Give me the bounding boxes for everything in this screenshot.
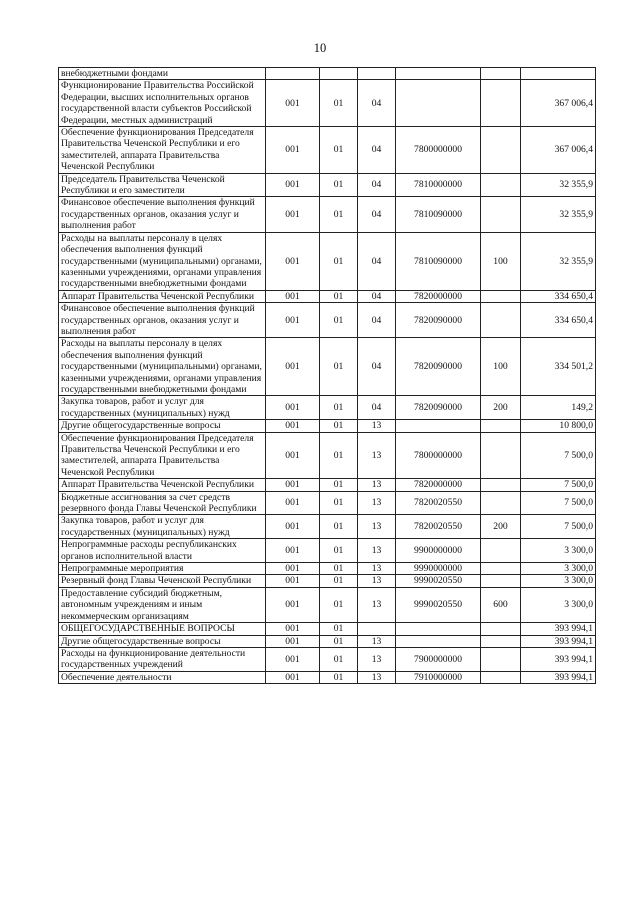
row-name: Другие общегосударственные вопросы <box>59 420 266 432</box>
amount: 393 994,1 <box>521 623 596 635</box>
amount: 3 300,0 <box>521 575 596 587</box>
table-row <box>59 396 596 420</box>
table-row <box>59 303 596 338</box>
expense-type-code <box>481 491 521 515</box>
gp-code <box>266 68 320 80</box>
gp-code: 001 <box>266 290 320 302</box>
amount: 334 501,2 <box>521 338 596 396</box>
expense-type-code <box>481 563 521 575</box>
row-name: Обеспечение деятельности <box>59 671 266 683</box>
expense-type-code: 100 <box>481 338 521 396</box>
gp-code: 001 <box>266 539 320 563</box>
budget-table-body <box>59 68 596 684</box>
table-row <box>59 587 596 622</box>
row-name: Аппарат Правительства Чеченской Республики <box>59 290 266 302</box>
section-code: 01 <box>320 671 358 683</box>
gp-code: 001 <box>266 563 320 575</box>
subsection-code: 13 <box>358 587 396 622</box>
row-name: Расходы на выплаты персоналу в целях обеспечения выполнения функций государственными (муниципальными) органами, казенными учреждениями, органами управления государственными внебюджетными фондами <box>59 338 266 396</box>
amount: 367 006,4 <box>521 80 596 127</box>
gp-code: 001 <box>266 515 320 539</box>
row-name: Резервный фонд Главы Чеченской Республики <box>59 575 266 587</box>
section-code: 01 <box>320 635 358 647</box>
table-row <box>59 290 596 302</box>
subsection-code: 04 <box>358 197 396 232</box>
expense-type-code: 100 <box>481 232 521 290</box>
gp-code: 001 <box>266 232 320 290</box>
expense-type-code <box>481 290 521 302</box>
subsection-code <box>358 623 396 635</box>
amount: 7 500,0 <box>521 432 596 479</box>
subsection-code: 13 <box>358 479 396 491</box>
target-article-code: 7910000000 <box>396 671 481 683</box>
row-name: Непрограммные расходы республиканских органов исполнительной власти <box>59 539 266 563</box>
table-row <box>59 80 596 127</box>
section-code: 01 <box>320 338 358 396</box>
target-article-code: 7900000000 <box>396 647 481 671</box>
table-row <box>59 575 596 587</box>
section-code: 01 <box>320 491 358 515</box>
amount: 32 355,9 <box>521 232 596 290</box>
section-code: 01 <box>320 587 358 622</box>
row-name: Расходы на выплаты персоналу в целях обеспечения выполнения функций государственными (муниципальными) органами, казенными учреждениями, органами управления государственными внебюджетными фондами <box>59 232 266 290</box>
gp-code: 001 <box>266 338 320 396</box>
gp-code: 001 <box>266 173 320 197</box>
table-row <box>59 515 596 539</box>
subsection-code: 13 <box>358 491 396 515</box>
table-row <box>59 68 596 80</box>
amount: 393 994,1 <box>521 635 596 647</box>
section-code: 01 <box>320 127 358 174</box>
table-row <box>59 173 596 197</box>
subsection-code: 04 <box>358 303 396 338</box>
target-article-code: 7800000000 <box>396 127 481 174</box>
subsection-code: 04 <box>358 173 396 197</box>
section-code: 01 <box>320 432 358 479</box>
gp-code: 001 <box>266 127 320 174</box>
amount: 32 355,9 <box>521 173 596 197</box>
gp-code: 001 <box>266 587 320 622</box>
amount: 3 300,0 <box>521 587 596 622</box>
table-row <box>59 479 596 491</box>
table-row <box>59 127 596 174</box>
target-article-code: 7820090000 <box>396 396 481 420</box>
subsection-code: 13 <box>358 420 396 432</box>
row-name: Закупка товаров, работ и услуг для государственных (муниципальных) нужд <box>59 515 266 539</box>
gp-code: 001 <box>266 432 320 479</box>
section-code: 01 <box>320 173 358 197</box>
subsection-code: 13 <box>358 563 396 575</box>
table-row <box>59 539 596 563</box>
subsection-code: 04 <box>358 80 396 127</box>
target-article-code: 9990000000 <box>396 563 481 575</box>
row-name: Расходы на функционирование деятельности государственных учреждений <box>59 647 266 671</box>
subsection-code: 04 <box>358 396 396 420</box>
amount: 393 994,1 <box>521 671 596 683</box>
expense-type-code: 600 <box>481 587 521 622</box>
table-row <box>59 563 596 575</box>
subsection-code: 13 <box>358 635 396 647</box>
expense-type-code <box>481 303 521 338</box>
target-article-code: 7820090000 <box>396 338 481 396</box>
target-article-code: 7820090000 <box>396 303 481 338</box>
row-name: Обеспечение функционирования Председателя Правительства Чеченской Республики и его заместителей, аппарата Правительства Чеченской Республики <box>59 127 266 174</box>
section-code: 01 <box>320 80 358 127</box>
subsection-code: 13 <box>358 575 396 587</box>
subsection-code: 13 <box>358 539 396 563</box>
gp-code: 001 <box>266 671 320 683</box>
expense-type-code <box>481 68 521 80</box>
amount <box>521 68 596 80</box>
gp-code: 001 <box>266 623 320 635</box>
row-name: ОБЩЕГОСУДАРСТВЕННЫЕ ВОПРОСЫ <box>59 623 266 635</box>
table-row <box>59 647 596 671</box>
amount: 3 300,0 <box>521 539 596 563</box>
row-name: Финансовое обеспечение выполнения функций государственных органов, оказания услуг и выполнения работ <box>59 197 266 232</box>
subsection-code: 13 <box>358 647 396 671</box>
table-row <box>59 671 596 683</box>
gp-code: 001 <box>266 420 320 432</box>
target-article-code: 7820020550 <box>396 491 481 515</box>
target-article-code: 7800000000 <box>396 432 481 479</box>
amount: 393 994,1 <box>521 647 596 671</box>
subsection-code <box>358 68 396 80</box>
amount: 334 650,4 <box>521 290 596 302</box>
section-code: 01 <box>320 647 358 671</box>
amount: 7 500,0 <box>521 479 596 491</box>
row-name: Непрограммные мероприятия <box>59 563 266 575</box>
table-row <box>59 635 596 647</box>
section-code: 01 <box>320 623 358 635</box>
expense-type-code <box>481 623 521 635</box>
row-name: Финансовое обеспечение выполнения функций государственных органов, оказания услуг и выполнения работ <box>59 303 266 338</box>
target-article-code: 9990020550 <box>396 575 481 587</box>
section-code: 01 <box>320 232 358 290</box>
row-name: Другие общегосударственные вопросы <box>59 635 266 647</box>
expense-type-code: 200 <box>481 396 521 420</box>
target-article-code <box>396 635 481 647</box>
gp-code: 001 <box>266 635 320 647</box>
subsection-code: 04 <box>358 127 396 174</box>
page-number: 10 <box>313 41 327 55</box>
amount: 149,2 <box>521 396 596 420</box>
expense-type-code: 200 <box>481 515 521 539</box>
row-name: Закупка товаров, работ и услуг для государственных (муниципальных) нужд <box>59 396 266 420</box>
target-article-code: 7810090000 <box>396 197 481 232</box>
target-article-code <box>396 80 481 127</box>
gp-code: 001 <box>266 303 320 338</box>
table-row <box>59 432 596 479</box>
budget-table <box>58 67 596 684</box>
section-code: 01 <box>320 479 358 491</box>
amount: 32 355,9 <box>521 197 596 232</box>
section-code: 01 <box>320 563 358 575</box>
target-article-code <box>396 420 481 432</box>
target-article-code: 9990020550 <box>396 587 481 622</box>
section-code: 01 <box>320 539 358 563</box>
amount: 334 650,4 <box>521 303 596 338</box>
gp-code: 001 <box>266 80 320 127</box>
subsection-code: 13 <box>358 515 396 539</box>
target-article-code: 7820020550 <box>396 515 481 539</box>
expense-type-code <box>481 479 521 491</box>
gp-code: 001 <box>266 491 320 515</box>
table-row <box>59 491 596 515</box>
row-name: внебюджетными фондами <box>59 68 266 80</box>
expense-type-code <box>481 647 521 671</box>
section-code: 01 <box>320 303 358 338</box>
amount: 7 500,0 <box>521 515 596 539</box>
gp-code: 001 <box>266 396 320 420</box>
section-code: 01 <box>320 396 358 420</box>
table-row <box>59 420 596 432</box>
section-code: 01 <box>320 290 358 302</box>
expense-type-code <box>481 635 521 647</box>
gp-code: 001 <box>266 197 320 232</box>
gp-code: 001 <box>266 479 320 491</box>
expense-type-code <box>481 173 521 197</box>
expense-type-code <box>481 432 521 479</box>
subsection-code: 13 <box>358 432 396 479</box>
row-name: Функционирование Правительства Российской Федерации, высших исполнительных органов государственной власти субъектов Российской Федерации, местных администраций <box>59 80 266 127</box>
amount: 367 006,4 <box>521 127 596 174</box>
section-code: 01 <box>320 420 358 432</box>
section-code <box>320 68 358 80</box>
target-article-code: 7810090000 <box>396 232 481 290</box>
row-name: Аппарат Правительства Чеченской Республики <box>59 479 266 491</box>
expense-type-code <box>481 420 521 432</box>
table-row <box>59 338 596 396</box>
target-article-code: 7810000000 <box>396 173 481 197</box>
subsection-code: 13 <box>358 671 396 683</box>
amount: 3 300,0 <box>521 563 596 575</box>
table-row <box>59 232 596 290</box>
target-article-code: 7820000000 <box>396 290 481 302</box>
table-row <box>59 623 596 635</box>
gp-code: 001 <box>266 647 320 671</box>
target-article-code: 7820000000 <box>396 479 481 491</box>
row-name: Председатель Правительства Чеченской Республики и его заместители <box>59 173 266 197</box>
expense-type-code <box>481 671 521 683</box>
expense-type-code <box>481 80 521 127</box>
row-name: Предоставление субсидий бюджетным, автономным учреждениям и иным некоммерческим организациям <box>59 587 266 622</box>
expense-type-code <box>481 197 521 232</box>
amount: 7 500,0 <box>521 491 596 515</box>
target-article-code <box>396 623 481 635</box>
gp-code: 001 <box>266 575 320 587</box>
subsection-code: 04 <box>358 290 396 302</box>
subsection-code: 04 <box>358 338 396 396</box>
target-article-code <box>396 68 481 80</box>
section-code: 01 <box>320 575 358 587</box>
section-code: 01 <box>320 515 358 539</box>
expense-type-code <box>481 539 521 563</box>
row-name: Бюджетные ассигнования за счет средств резервного фонда Главы Чеченской Республики <box>59 491 266 515</box>
section-code: 01 <box>320 197 358 232</box>
row-name: Обеспечение функционирования Председателя Правительства Чеченской Республики и его заместителей, аппарата Правительства Чеченской Республики <box>59 432 266 479</box>
target-article-code: 9900000000 <box>396 539 481 563</box>
expense-type-code <box>481 127 521 174</box>
expense-type-code <box>481 575 521 587</box>
table-row <box>59 197 596 232</box>
subsection-code: 04 <box>358 232 396 290</box>
amount: 10 800,0 <box>521 420 596 432</box>
